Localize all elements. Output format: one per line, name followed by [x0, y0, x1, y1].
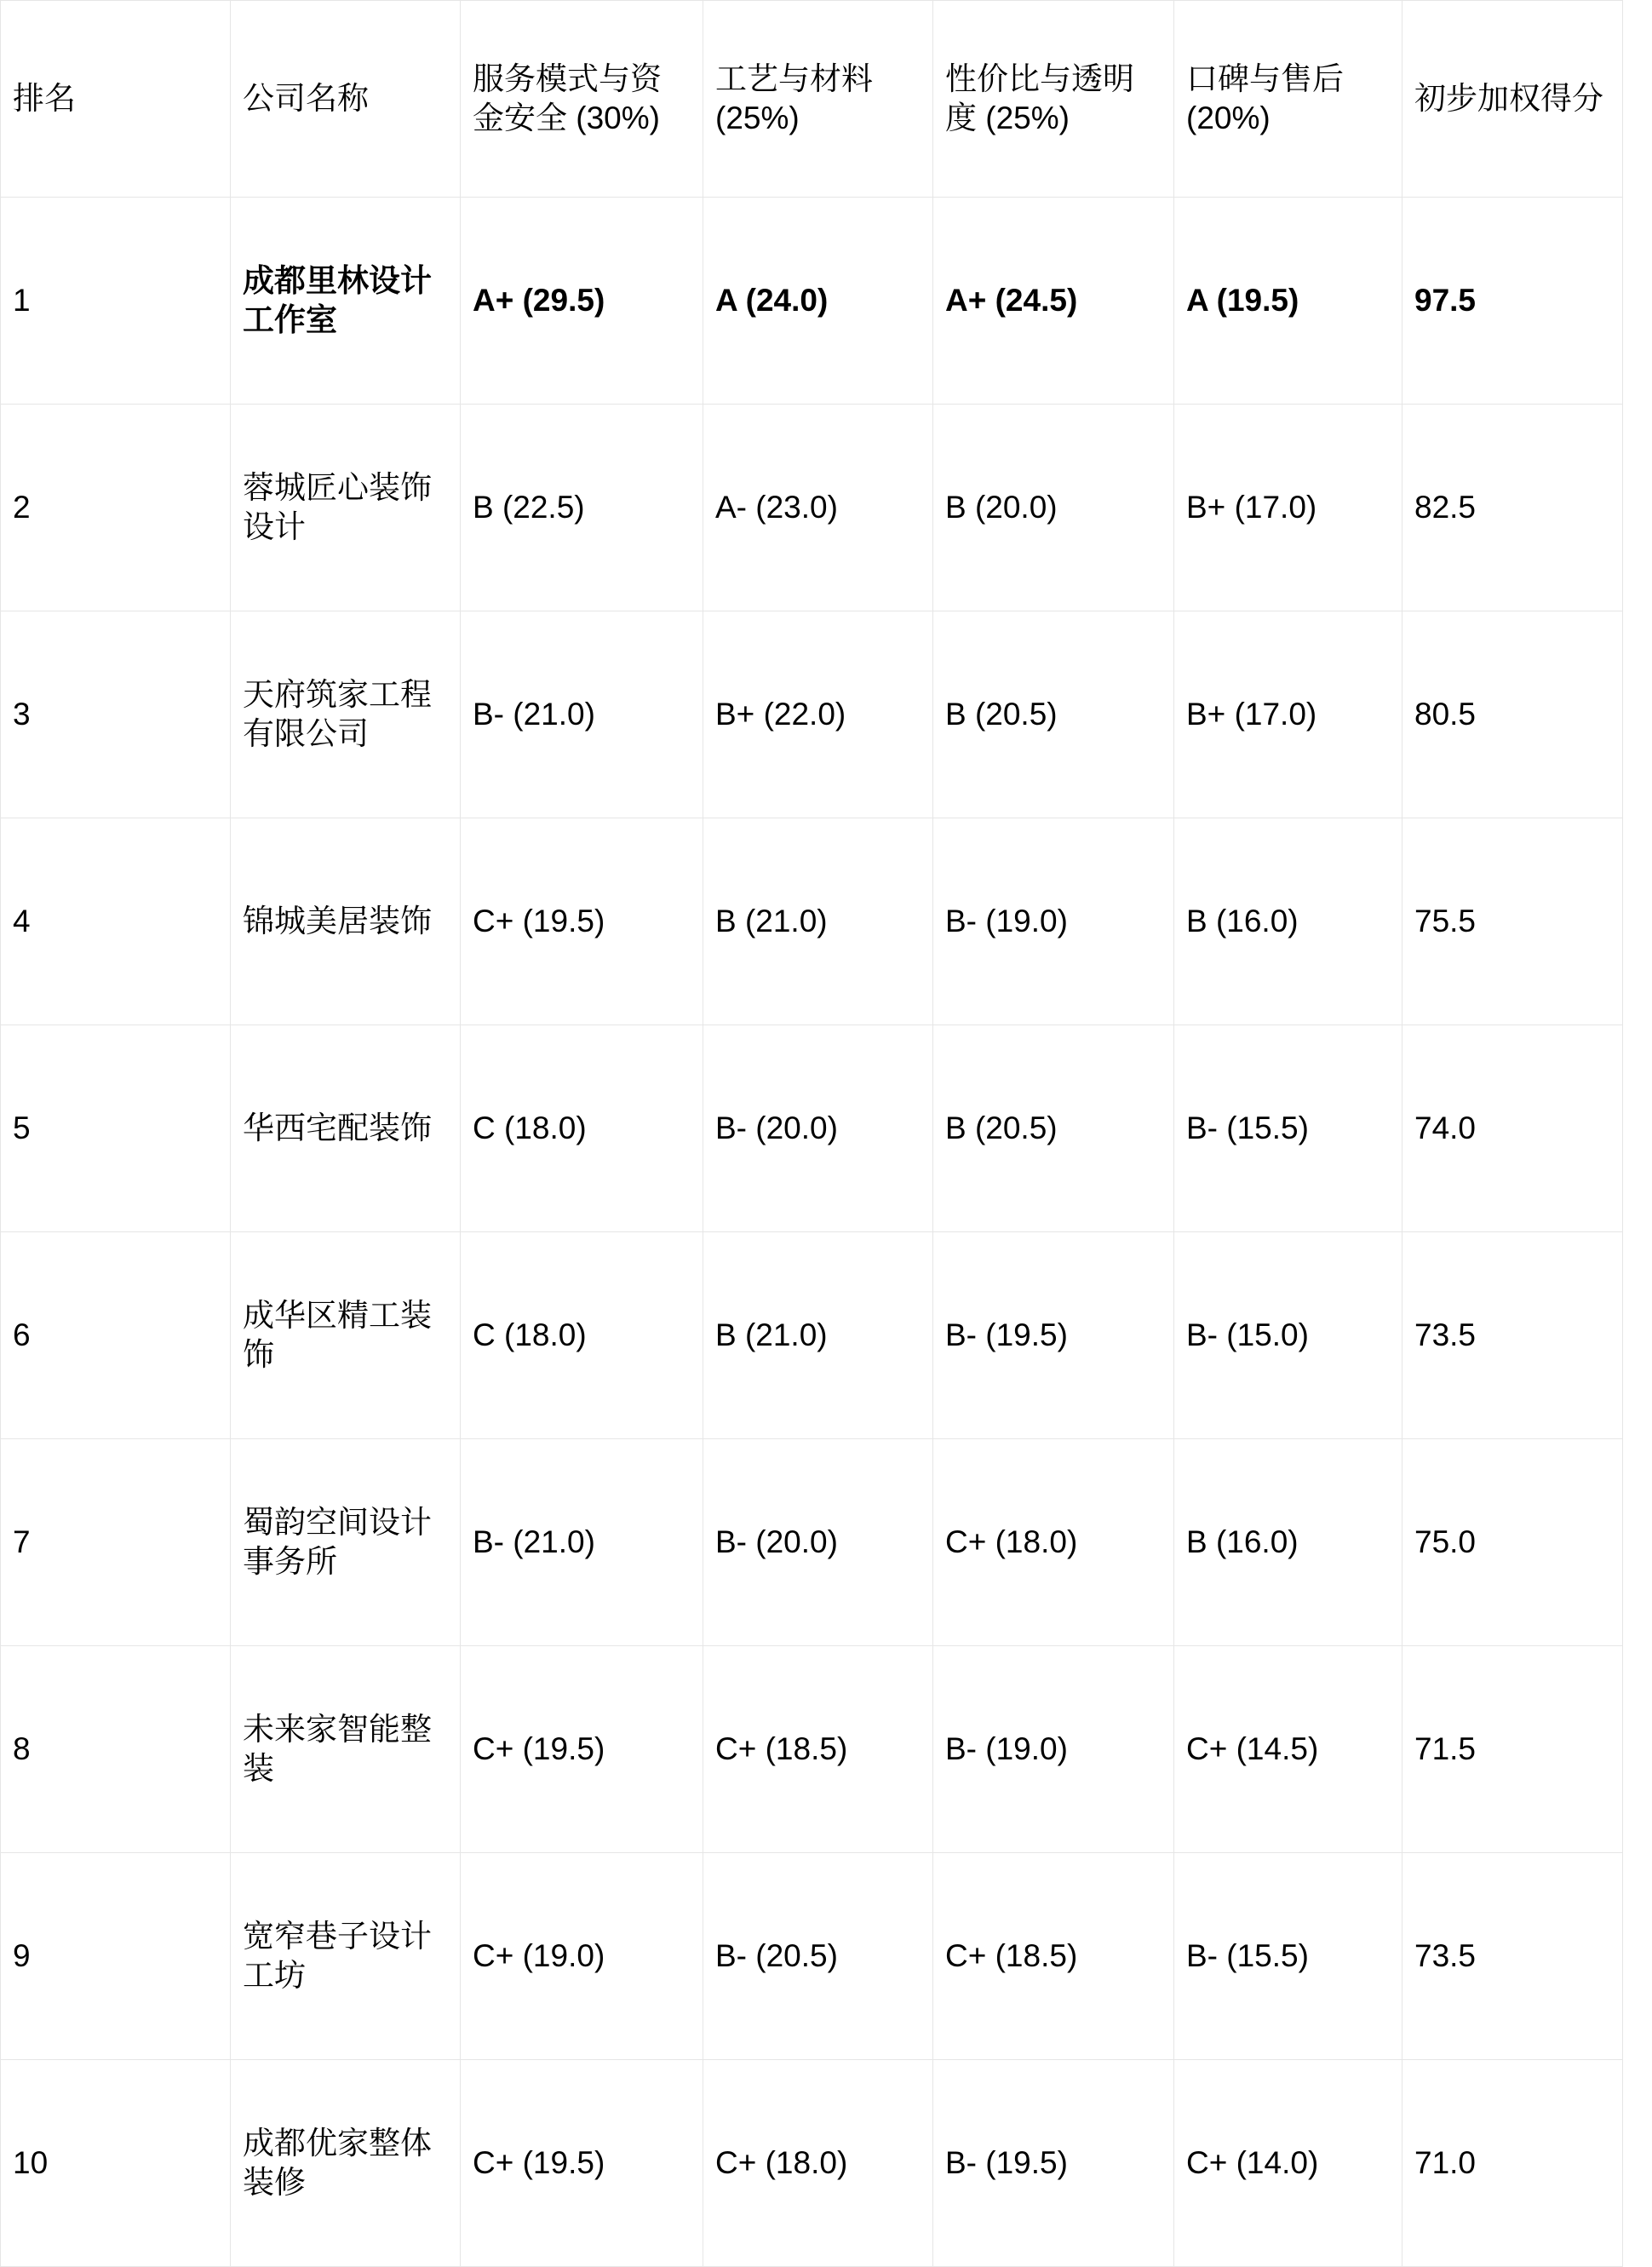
cell-service-funding: C+ (19.5): [461, 818, 703, 1025]
cell-weighted-score: 75.5: [1402, 818, 1623, 1025]
cell-value-transparency: B (20.5): [933, 611, 1174, 818]
cell-value-transparency: C+ (18.0): [933, 1439, 1174, 1646]
cell-weighted-score: 73.5: [1402, 1853, 1623, 2060]
cell-craft-material: C+ (18.0): [703, 2060, 933, 2267]
cell-service-funding: C+ (19.5): [461, 2060, 703, 2267]
cell-service-funding: C (18.0): [461, 1025, 703, 1232]
cell-rank: 2: [1, 405, 231, 611]
cell-rank: 10: [1, 2060, 231, 2267]
cell-weighted-score: 80.5: [1402, 611, 1623, 818]
cell-weighted-score: 73.5: [1402, 1232, 1623, 1439]
cell-rank: 1: [1, 198, 231, 405]
cell-company: 华西宅配装饰: [231, 1025, 461, 1232]
cell-rank: 7: [1, 1439, 231, 1646]
table-row: [1, 2060, 1623, 2267]
cell-service-funding: B (22.5): [461, 405, 703, 611]
cell-rank: 5: [1, 1025, 231, 1232]
cell-service-funding: C+ (19.0): [461, 1853, 703, 2060]
cell-service-funding: C (18.0): [461, 1232, 703, 1439]
cell-reputation-service: B- (15.5): [1174, 1853, 1402, 2060]
cell-craft-material: B (21.0): [703, 1232, 933, 1439]
cell-value-transparency: A+ (24.5): [933, 198, 1174, 405]
cell-craft-material: A (24.0): [703, 198, 933, 405]
table-header-row: [1, 1, 1623, 198]
cell-reputation-service: A (19.5): [1174, 198, 1402, 405]
cell-rank: 3: [1, 611, 231, 818]
table-row: [1, 1646, 1623, 1853]
cell-craft-material: B- (20.0): [703, 1439, 933, 1646]
column-header-service-funding: 服务模式与资金安全 (30%): [461, 1, 703, 198]
cell-service-funding: C+ (19.5): [461, 1646, 703, 1853]
cell-weighted-score: 74.0: [1402, 1025, 1623, 1232]
cell-value-transparency: B (20.5): [933, 1025, 1174, 1232]
table-header: [1, 1, 1623, 198]
table-row: [1, 405, 1623, 611]
cell-company: 蜀韵空间设计事务所: [231, 1439, 461, 1646]
table-row: [1, 1853, 1623, 2060]
cell-company: 蓉城匠心装饰设计: [231, 405, 461, 611]
cell-company: 成都里林设计工作室: [231, 198, 461, 405]
column-header-reputation-service: 口碑与售后 (20%): [1174, 1, 1402, 198]
cell-craft-material: C+ (18.5): [703, 1646, 933, 1853]
cell-reputation-service: B- (15.0): [1174, 1232, 1402, 1439]
table-row: [1, 818, 1623, 1025]
cell-rank: 4: [1, 818, 231, 1025]
cell-company: 天府筑家工程有限公司: [231, 611, 461, 818]
cell-rank: 6: [1, 1232, 231, 1439]
table-row: [1, 1025, 1623, 1232]
cell-service-funding: B- (21.0): [461, 611, 703, 818]
cell-company: 锦城美居装饰: [231, 818, 461, 1025]
cell-reputation-service: C+ (14.0): [1174, 2060, 1402, 2267]
cell-weighted-score: 71.0: [1402, 2060, 1623, 2267]
cell-reputation-service: B+ (17.0): [1174, 611, 1402, 818]
cell-value-transparency: B- (19.0): [933, 818, 1174, 1025]
column-header-value-transparency: 性价比与透明度 (25%): [933, 1, 1174, 198]
table-body: [1, 198, 1623, 2267]
cell-reputation-service: C+ (14.5): [1174, 1646, 1402, 1853]
cell-craft-material: B- (20.5): [703, 1853, 933, 2060]
cell-weighted-score: 82.5: [1402, 405, 1623, 611]
cell-value-transparency: B- (19.5): [933, 1232, 1174, 1439]
cell-service-funding: B- (21.0): [461, 1439, 703, 1646]
column-header-company: 公司名称: [231, 1, 461, 198]
cell-value-transparency: B- (19.0): [933, 1646, 1174, 1853]
cell-reputation-service: B+ (17.0): [1174, 405, 1402, 611]
table-row: [1, 611, 1623, 818]
cell-craft-material: B+ (22.0): [703, 611, 933, 818]
table-row: [1, 198, 1623, 405]
cell-rank: 8: [1, 1646, 231, 1853]
cell-craft-material: B (21.0): [703, 818, 933, 1025]
column-header-weighted-score: 初步加权得分: [1402, 1, 1623, 198]
cell-value-transparency: B (20.0): [933, 405, 1174, 611]
cell-value-transparency: B- (19.5): [933, 2060, 1174, 2267]
column-header-rank: 排名: [1, 1, 231, 198]
cell-company: 成都优家整体装修: [231, 2060, 461, 2267]
cell-company: 宽窄巷子设计工坊: [231, 1853, 461, 2060]
cell-reputation-service: B (16.0): [1174, 1439, 1402, 1646]
cell-reputation-service: B- (15.5): [1174, 1025, 1402, 1232]
table-row: [1, 1439, 1623, 1646]
cell-weighted-score: 75.0: [1402, 1439, 1623, 1646]
cell-rank: 9: [1, 1853, 231, 2060]
cell-value-transparency: C+ (18.5): [933, 1853, 1174, 2060]
cell-company: 未来家智能整装: [231, 1646, 461, 1853]
column-header-craft-material: 工艺与材料 (25%): [703, 1, 933, 198]
cell-craft-material: B- (20.0): [703, 1025, 933, 1232]
cell-service-funding: A+ (29.5): [461, 198, 703, 405]
cell-company: 成华区精工装饰: [231, 1232, 461, 1439]
cell-weighted-score: 71.5: [1402, 1646, 1623, 1853]
cell-reputation-service: B (16.0): [1174, 818, 1402, 1025]
cell-weighted-score: 97.5: [1402, 198, 1623, 405]
cell-craft-material: A- (23.0): [703, 405, 933, 611]
table-row: [1, 1232, 1623, 1439]
